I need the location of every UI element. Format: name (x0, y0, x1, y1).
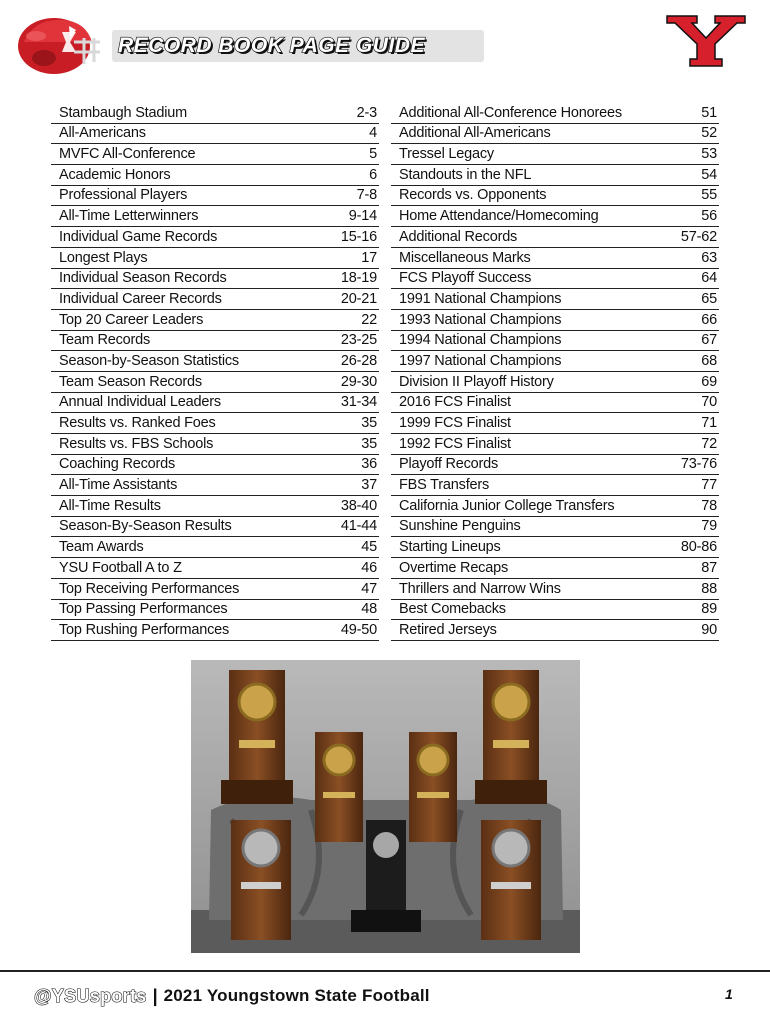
toc-entry-page: 51 (701, 104, 717, 121)
toc-entry-page: 90 (701, 621, 717, 638)
toc-entry (51, 496, 379, 517)
toc-entry-title: Individual Career Records (59, 290, 222, 307)
toc-entry-page: 87 (701, 559, 717, 576)
toc-entry (51, 372, 379, 393)
toc-entry (51, 124, 379, 145)
toc-entry (391, 372, 719, 393)
toc-entry-title: All-Time Results (59, 497, 161, 514)
toc-entry-title: 1994 National Champions (399, 332, 562, 349)
toc-entry-page: 56 (701, 208, 717, 225)
toc-entry-title: Longest Plays (59, 249, 148, 266)
toc-entry-title: Thrillers and Narrow Wins (399, 580, 561, 597)
toc-entry-page: 35 (361, 415, 377, 431)
toc-entry (51, 579, 379, 600)
toc-entry (51, 558, 379, 579)
toc-entry (51, 144, 379, 165)
toc-entry-title: Results vs. Ranked Foes (59, 415, 216, 431)
toc-entry (391, 248, 719, 269)
toc-entry-title: Additional All-Conference Honorees (399, 104, 622, 121)
toc-entry-title: Top 20 Career Leaders (59, 311, 204, 328)
toc-entry-title: Home Attendance/Homecoming (399, 208, 599, 225)
toc-entry-title: YSU Football A to Z (59, 559, 182, 576)
toc-entry-page: 23-25 (340, 332, 377, 349)
toc-entry-title: All-Time Letterwinners (59, 208, 199, 225)
helmet-logo (14, 12, 102, 76)
toc-entry (391, 413, 719, 434)
toc-entry-page: 20-21 (340, 290, 377, 307)
toc-entry (391, 393, 719, 414)
toc-entry-title: Season-by-Season Statistics (59, 352, 239, 369)
toc-entry (391, 600, 719, 621)
toc-entry (51, 248, 379, 269)
toc-entry-page: 41-44 (340, 518, 377, 535)
toc-entry-page: 52 (701, 125, 717, 142)
toc-entry-page: 18-19 (340, 270, 377, 287)
toc-entry (391, 558, 719, 579)
toc-entry-page: 71 (701, 415, 717, 431)
toc-entry-title: Sunshine Penguins (399, 518, 521, 535)
toc-entry-title: Team Season Records (59, 373, 202, 390)
toc-entry (391, 124, 719, 145)
toc-entry-title: Starting Lineups (399, 539, 501, 556)
toc-entry-page: 4 (369, 125, 377, 142)
toc-entry-page: 65 (701, 290, 717, 307)
toc-entry-page: 5 (369, 146, 377, 163)
toc-entry (51, 165, 379, 186)
toc-entry-title: Miscellaneous Marks (399, 249, 531, 266)
toc-entry (51, 289, 379, 310)
toc-entry-page: 22 (361, 311, 377, 328)
toc-entry (51, 537, 379, 558)
toc-entry-page: 35 (361, 435, 377, 452)
toc-entry-title: Top Rushing Performances (59, 621, 230, 638)
toc-entry (391, 496, 719, 517)
toc-entry-page: 29-30 (340, 373, 377, 390)
toc-entry (391, 165, 719, 186)
toc-entry-page: 9-14 (348, 208, 377, 225)
toc-entry-title: 1993 National Champions (399, 311, 562, 328)
toc-entry-page: 54 (701, 166, 717, 183)
toc-entry-page: 69 (701, 373, 717, 390)
toc-entry-page: 47 (361, 580, 377, 597)
toc-entry-page: 68 (701, 352, 717, 369)
toc-entry-page: 66 (701, 311, 717, 328)
toc-entry-title: All-Americans (59, 125, 146, 142)
toc-entry-page: 36 (361, 456, 377, 473)
footer-divider (0, 970, 770, 972)
toc-entry-title: Division II Playoff History (399, 373, 554, 390)
toc-entry-page: 49-50 (340, 621, 377, 638)
footer (34, 984, 430, 1008)
toc-entry-page: 77 (701, 477, 717, 494)
toc-entry (391, 289, 719, 310)
toc-entry-page: 78 (701, 497, 717, 514)
toc-entry-title: Top Receiving Performances (59, 580, 240, 597)
toc-entry-title: Individual Season Records (59, 270, 227, 287)
toc-entry-title: Team Records (59, 332, 151, 349)
toc-entry (391, 186, 719, 207)
toc-entry (51, 434, 379, 455)
toc-entry-title: MVFC All-Conference (59, 146, 196, 163)
toc-entry-title: Professional Players (59, 187, 188, 204)
toc-entry (391, 455, 719, 476)
toc-left-column (51, 103, 379, 641)
toc-entry-title: Annual Individual Leaders (59, 394, 221, 411)
toc-entry-page: 67 (701, 332, 717, 349)
toc-entry (391, 579, 719, 600)
toc-entry (391, 620, 719, 641)
toc-entry-page: 15-16 (340, 228, 377, 245)
toc-entry-page: 7-8 (356, 187, 377, 204)
toc-entry-page: 46 (361, 559, 377, 576)
toc-entry (391, 351, 719, 372)
toc-entry-title: Stambaugh Stadium (59, 104, 187, 121)
toc-entry-title: Team Awards (59, 539, 144, 556)
toc-entry-page: 88 (701, 580, 717, 597)
toc-entry-title: FCS Playoff Success (399, 270, 532, 287)
toc-entry-page: 38-40 (340, 497, 377, 514)
toc-entry-page: 70 (701, 394, 717, 411)
toc-entry-title: Playoff Records (399, 456, 499, 473)
toc-entry-title: Retired Jerseys (399, 621, 497, 638)
toc-entry-page: 64 (701, 270, 717, 287)
ysu-y-logo (665, 14, 747, 68)
page-title-banner (112, 30, 484, 62)
toc-entry-title: Additional Records (399, 228, 518, 245)
toc-entry (51, 186, 379, 207)
toc-entry (391, 517, 719, 538)
page-title: RECORD BOOK PAGE GUIDE (118, 34, 425, 57)
toc-entry (51, 310, 379, 331)
toc-entry-title: Records vs. Opponents (399, 187, 547, 204)
publication-title: 2021 Youngstown State Football (163, 986, 430, 1005)
toc-entry (391, 103, 719, 124)
toc-entry-title: Tressel Legacy (399, 146, 494, 163)
toc-right-column (391, 103, 719, 641)
toc-entry-page: 6 (369, 166, 377, 183)
toc-entry-page: 55 (701, 187, 717, 204)
toc-entry-title: Standouts in the NFL (399, 166, 532, 183)
toc-entry (51, 269, 379, 290)
toc-entry (51, 103, 379, 124)
toc-entry (391, 475, 719, 496)
toc-entry (391, 331, 719, 352)
toc-entry-page: 72 (701, 435, 717, 452)
toc-entry-page: 89 (701, 601, 717, 618)
toc-entry (51, 600, 379, 621)
toc-entry (51, 331, 379, 352)
toc-entry-page: 80-86 (680, 539, 717, 556)
toc-entry-title: 1991 National Champions (399, 290, 562, 307)
trophies-photo (191, 660, 580, 953)
toc-entry-title: Additional All-Americans (399, 125, 551, 142)
toc-entry (51, 393, 379, 414)
toc-entry-title: Academic Honors (59, 166, 171, 183)
toc-entry-title: Coaching Records (59, 456, 176, 473)
toc-entry (391, 269, 719, 290)
toc-entry-title: All-Time Assistants (59, 477, 178, 494)
toc-entry-title: California Junior College Transfers (399, 497, 615, 514)
toc-entry (51, 517, 379, 538)
toc-entry-title: FBS Transfers (399, 477, 490, 494)
toc-entry-page: 17 (361, 249, 377, 266)
toc-entry-title: Top Passing Performances (59, 601, 228, 618)
toc-entry-page: 53 (701, 146, 717, 163)
toc-entry-title: 1997 National Champions (399, 352, 562, 369)
toc-entry-page: 48 (361, 601, 377, 618)
toc-entry-page: 63 (701, 249, 717, 266)
toc-entry-page: 26-28 (340, 352, 377, 369)
page-number: 1 (725, 986, 733, 1002)
toc-entry-page: 31-34 (340, 394, 377, 411)
toc-entry (51, 227, 379, 248)
toc-entry (391, 434, 719, 455)
toc-entry-title: Results vs. FBS Schools (59, 435, 214, 452)
toc-entry (391, 310, 719, 331)
toc-entry-page: 79 (701, 518, 717, 535)
toc-entry (51, 413, 379, 434)
toc-entry (391, 227, 719, 248)
toc-entry-title: Individual Game Records (59, 228, 218, 245)
toc-entry-title: Best Comebacks (399, 601, 506, 618)
toc-entry (51, 206, 379, 227)
toc-entry (391, 537, 719, 558)
toc-entry-page: 37 (361, 477, 377, 494)
toc-entry-page: 45 (361, 539, 377, 556)
toc-entry-page: 2-3 (356, 104, 377, 121)
toc-entry (51, 455, 379, 476)
toc-entry-page: 57-62 (680, 228, 717, 245)
toc-entry-title: 1992 FCS Finalist (399, 435, 511, 452)
toc-entry (391, 206, 719, 227)
toc-entry-title: 1999 FCS Finalist (399, 415, 511, 431)
footer-separator: | (152, 985, 158, 1006)
toc-entry (51, 475, 379, 496)
toc-entry (51, 620, 379, 641)
toc-entry-title: Season-By-Season Results (59, 518, 232, 535)
toc-entry-page: 73-76 (680, 456, 717, 473)
toc-entry (391, 144, 719, 165)
toc-entry-title: 2016 FCS Finalist (399, 394, 511, 411)
social-handle: @YSUsports (34, 985, 147, 1006)
toc-entry (51, 351, 379, 372)
toc-entry-title: Overtime Recaps (399, 559, 509, 576)
